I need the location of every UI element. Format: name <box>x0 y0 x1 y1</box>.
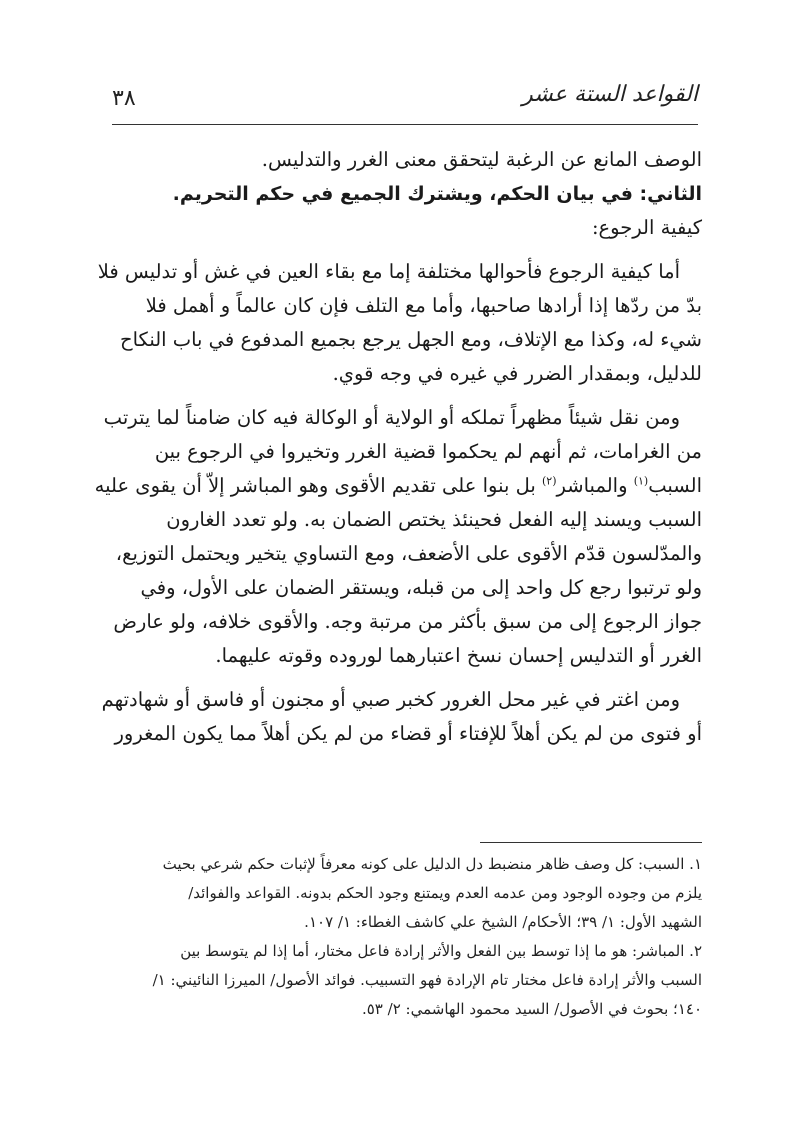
text-line: ولو ترتبوا رجع كل واحد إلى من قبله، ويستقر الضمان على الأول، وفي <box>140 576 702 599</box>
section-heading: الثاني: في بيان الحكم، ويشترك الجميع في حكم التحريم. <box>172 183 702 205</box>
footnote-line: السبب والأثر إرادة فاعل مختار تام الإرادة فهو التسبيب. فوائد الأصول/ الميرزا النائيني: ١/ <box>152 971 702 989</box>
footnote-line: ١٤٠؛ بحوث في الأصول/ السيد محمود الهاشمي: ٢/ ٥٣. <box>361 1000 702 1018</box>
text-line: من الغرامات، ثم أنهم لم يحكموا قضية الغرر وتخيروا في الرجوع بين <box>154 440 702 463</box>
page-header <box>112 82 698 122</box>
footnote-ref-1[interactable]: (١) <box>633 474 649 488</box>
paragraph-deception <box>101 683 702 751</box>
subheading: كيفية الرجوع: <box>591 216 702 239</box>
text-fragment: السبب <box>648 474 702 497</box>
text-line-with-notes <box>94 469 702 503</box>
footnotes <box>112 850 702 1024</box>
text-line: الغرر أو التدليس إحسان نسخ اعتبارهما لوروده وقوته عليهما. <box>215 644 702 667</box>
footnote-line: يلزم من وجوده الوجود ومن عدمه العدم ويمتنع وجود الحكم بدونه. القواعد والفوائد/ <box>188 884 702 902</box>
header-divider <box>112 124 698 125</box>
footnote-2 <box>112 937 702 1024</box>
page-number: ٣٨ <box>112 86 136 111</box>
text-line: أو فتوى من لم يكن أهلاً للإفتاء أو قضاء من لم يكن أهلاً مما يكون المغرور <box>114 722 702 745</box>
footnote-divider <box>480 842 702 843</box>
text-line: شيء له، وكذا مع الإتلاف، ومع الجهل يرجع بجميع المدفوع في باب النكاح <box>120 328 702 351</box>
paragraph-return-method <box>97 255 702 391</box>
text-line: جواز الرجوع إلى من سبق بأكثر من مرتبة وجه. والأقوى خلافه، ولو عارض <box>113 610 702 633</box>
text-line: بدّ من ردّها إذا أرادها صاحبها، وأما مع التلف فإن كان عالماً و أهمل فلا <box>145 294 702 317</box>
footnote-1 <box>112 850 702 937</box>
text-line: والمدّلسون قدّم الأقوى على الأضعف، ومع التساوي يتخير ويحتمل التوزيع، <box>115 542 702 565</box>
paragraph-liability <box>94 401 702 673</box>
text-line: ومن نقل شيئاً مظهراً تملكه أو الولاية أو الوكالة فيه كان ضامناً لما يترتب <box>103 406 680 429</box>
body-line: الوصف المانع عن الرغبة ليتحقق معنى الغرر والتدليس. <box>261 148 702 171</box>
text-line: للدليل، وبمقدار الضرر في غيره في وجه قوي. <box>332 362 702 385</box>
text-fragment: والمباشر <box>556 474 634 497</box>
text-line: أما كيفية الرجوع فأحوالها مختلفة إما مع بقاء العين في غش أو تدليس فلا <box>97 260 680 283</box>
text-fragment: بل بنوا على تقديم الأقوى وهو المباشر إلاّ أن يقوى عليه <box>94 474 542 497</box>
main-text <box>94 143 702 751</box>
text-line: السبب ويسند إليه الفعل فحينئذ يختص الضمان به. ولو تعدد الغارون <box>166 508 702 531</box>
footnote-ref-2[interactable]: (٢) <box>542 474 557 488</box>
footnote-line: ٢. المباشر: هو ما إذا توسط بين الفعل والأثر إرادة فاعل مختار، أما إذا لم يتوسط بين <box>180 942 702 960</box>
text-line: ومن اغتر في غير محل الغرور كخبر صبي أو مجنون أو فاسق أو شهادتهم <box>101 688 680 711</box>
footnote-line: الشهيد الأول: ١/ ٣٩؛ الأحكام/ الشيخ علي كاشف الغطاء: ١/ ١٠٧. <box>304 913 702 931</box>
footnote-line: ١. السبب: كل وصف ظاهر منضبط دل الدليل على كونه معرفاً لإثبات حكم شرعي بحيث <box>162 855 702 873</box>
running-title-calligraphy: القواعد الستة عشر <box>522 82 698 107</box>
